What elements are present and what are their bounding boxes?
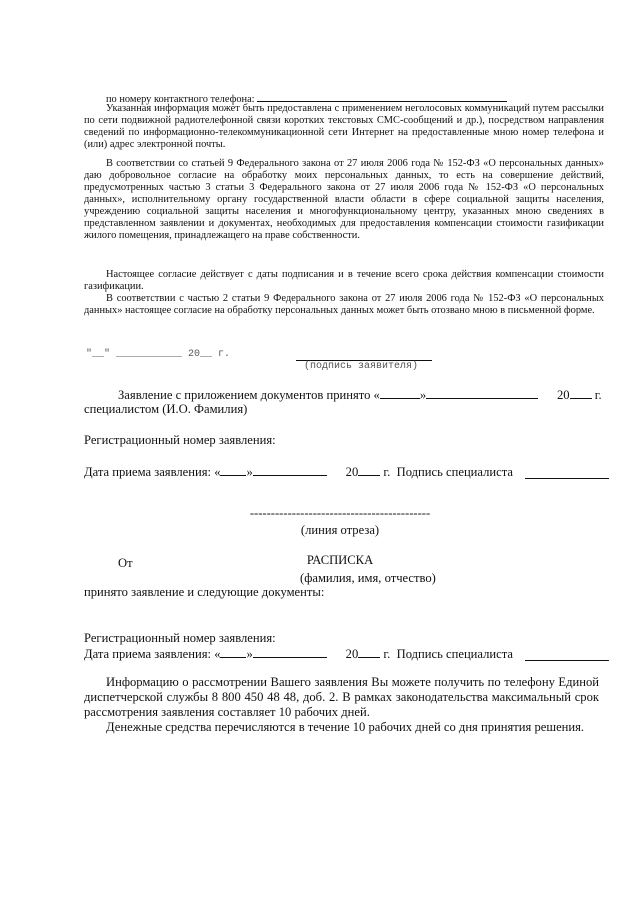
- specialist-signature-blank: [525, 478, 609, 479]
- receipt-quote-close: »: [246, 647, 253, 661]
- receipt-date-line: [84, 646, 513, 662]
- cut-label: (линия отреза): [300, 522, 380, 537]
- acceptance-date-line: [84, 464, 513, 480]
- consent-paragraph-2: В соответствии со статьей 9 Федерального закона от 27 июля 2006 года № 152-ФЗ «О персональных данных» даю добровольное согласие на обработку моих персональных данных, то есть на совершение действий, предусмотренных частью 3 статьи 3 Федерального закона от 27 июля 2006 года № 152-ФЗ «О персональных данных», исполнительному органу государственной власти области в сфере социальной защиты населения, учреждению социальной защиты населения и многофункциональному центру, указанных мною сведениях в представленном заявлении и документах, необходимых для предоставления компенсации стоимости газификации жилого помещения, принадлежащего на праве собственности.: [84, 158, 604, 241]
- receipt-year-prefix: 20: [345, 647, 359, 661]
- receipt-signature-label: Подпись специалиста: [396, 647, 513, 661]
- accepted-year: [557, 387, 602, 403]
- receipt-money-paragraph: Денежные средства перечисляются в течение 10 рабочих дней со дня принятия решения.: [106, 720, 585, 734]
- receipt-signature-blank: [525, 660, 609, 661]
- receipt-fio-caption: (фамилия, имя, отчество): [300, 571, 436, 585]
- receipt-from: От: [118, 556, 133, 570]
- date-day-blank: [220, 464, 246, 476]
- accepted-day-blank: [380, 387, 420, 399]
- accepted-year-blank: [570, 387, 592, 399]
- receipt-date-label: Дата приема заявления:: [84, 647, 212, 661]
- accepted-month-blank: [426, 387, 538, 399]
- date-year-blank: [358, 464, 380, 476]
- signature-caption: (подпись заявителя): [304, 361, 419, 372]
- registration-number: Регистрационный номер заявления:: [84, 433, 276, 447]
- receipt-info-paragraph: Информацию о рассмотрении Вашего заявления Вы можете получить по телефону Единой диспетчерской службы 8 800 450 48 48, доб. 2. В рамках законодательства максимальный срок рассмотрения заявления составляет 10 рабочих дней.: [84, 675, 599, 719]
- accepted-mid: »: [419, 388, 427, 402]
- consent-paragraph-4: В соответствии с частью 2 статьи 9 Федерального закона от 27 июля 2006 года № 152-ФЗ «О персональных данных» настоящее согласие на обработку персональных данных может быть отозвано мною в письменной форме.: [84, 293, 604, 316]
- cut-dashes: -------------------------------------------: [249, 505, 431, 520]
- receipt-month-blank: [253, 646, 327, 658]
- receipt-registration-number: Регистрационный номер заявления:: [84, 631, 276, 645]
- receipt-year-suffix: г.: [383, 647, 391, 661]
- specialist-name: специалистом (И.О. Фамилия): [84, 402, 248, 416]
- receipt-quote-open: «: [214, 647, 221, 661]
- date-year-prefix: 20: [345, 465, 359, 479]
- phone-underline: [257, 90, 507, 102]
- accepted-year-prefix: 20: [557, 388, 570, 402]
- receipt-title: РАСПИСКА: [306, 552, 374, 567]
- date-month-blank: [253, 464, 327, 476]
- accepted-prefix: Заявление с приложением документов принято «: [118, 388, 380, 402]
- receipt-year-blank: [358, 646, 380, 658]
- consent-paragraph-3: Настоящее согласие действует с даты подписания и в течение всего срока действия компенсации стоимости газификации.: [84, 269, 604, 292]
- date-label: Дата приема заявления:: [84, 465, 212, 479]
- signature-date-line: "__" ___________ 20__ г.: [86, 349, 231, 360]
- accepted-year-suffix: г.: [594, 388, 602, 402]
- date-year-suffix: г.: [383, 465, 391, 479]
- signature-label: Подпись специалиста: [396, 465, 513, 479]
- phone-line-label: по номеру контактного телефона:: [106, 94, 255, 105]
- receipt-accepted-docs: принято заявление и следующие документы:: [84, 585, 325, 599]
- receipt-day-blank: [220, 646, 246, 658]
- date-quote-open: «: [214, 465, 221, 479]
- date-quote-close: »: [246, 465, 253, 479]
- consent-paragraph-1: Указанная информация может быть предоставлена с применением неголосовых коммуникаций путем рассылки по сети подвижной радиотелефонной связи коротких текстовых СМС-сообщений и др.), посредством направления сведений по информационно-телекоммуникационной сети Интернет на предоставленные мною номер телефона и (или) адрес электронной почты.: [84, 103, 604, 150]
- accepted-line: [118, 387, 538, 403]
